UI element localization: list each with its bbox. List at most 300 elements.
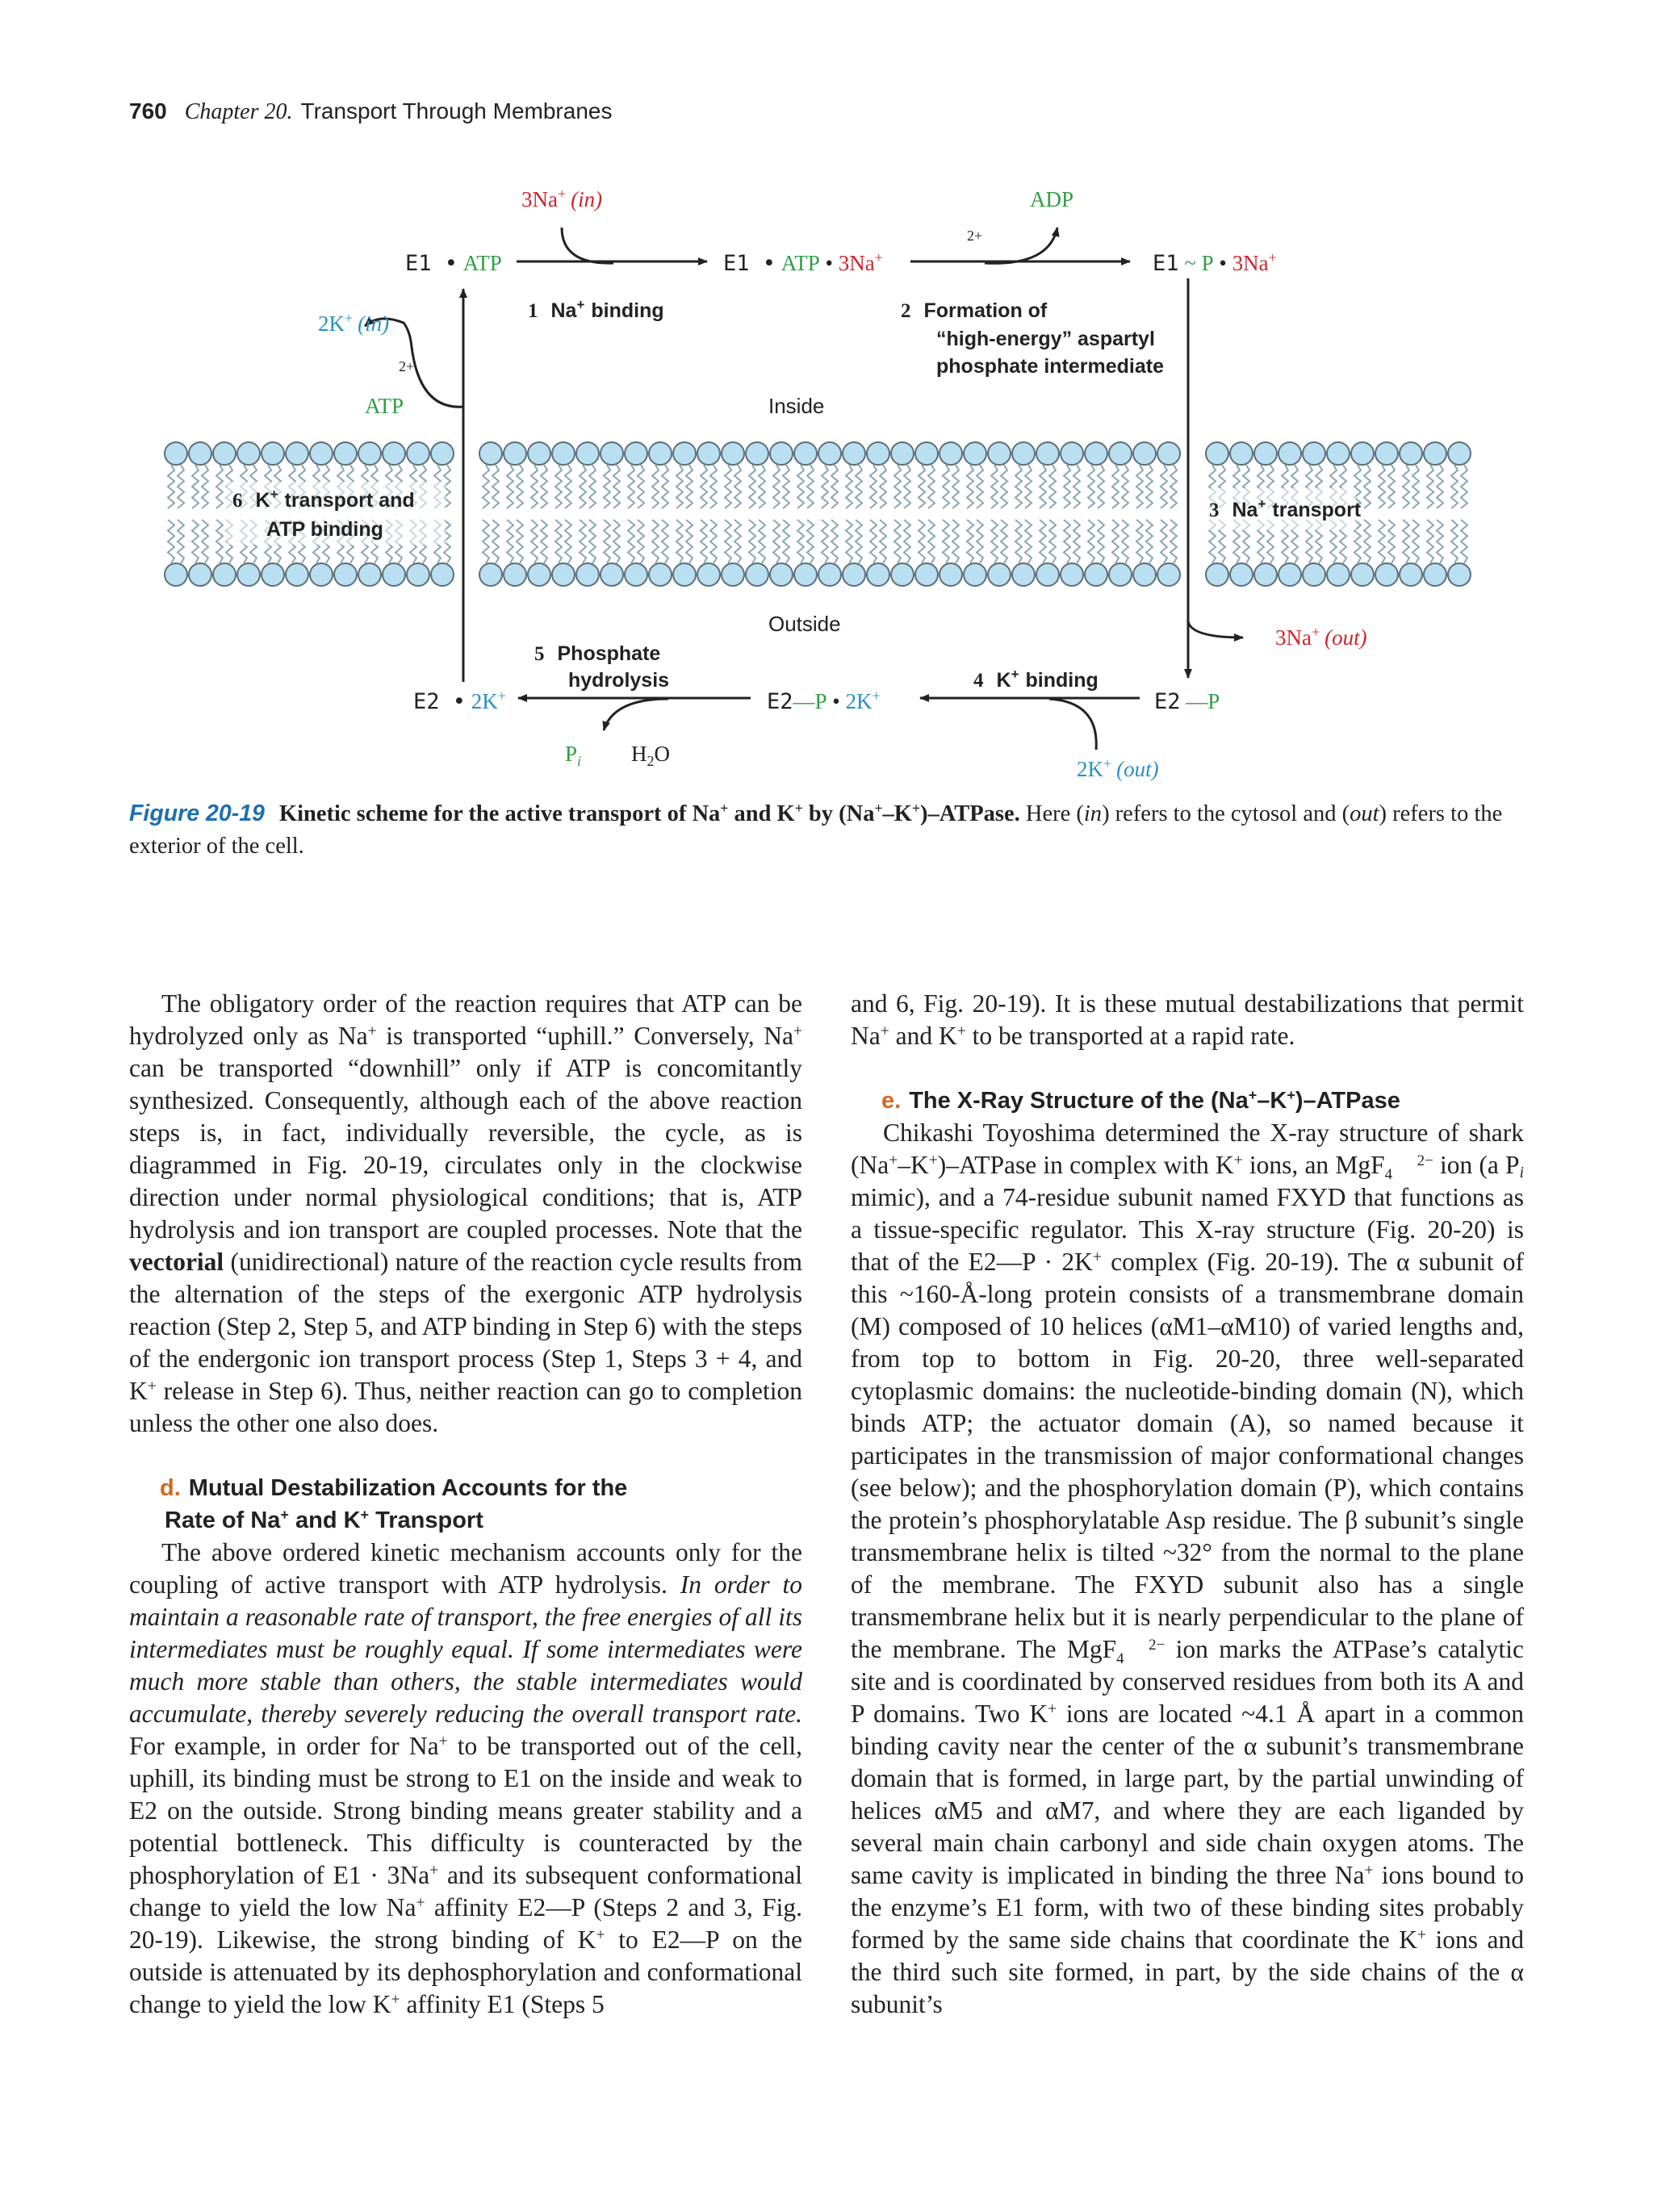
lipid-head	[358, 563, 381, 586]
lipid-tail	[1161, 465, 1167, 508]
lipid-head	[479, 442, 502, 465]
lipid-head	[1061, 442, 1083, 465]
h2o-label: $H_2O$	[631, 742, 670, 769]
lipid-tail	[1098, 465, 1104, 508]
outside-label: Outside	[768, 612, 841, 636]
lipid-head	[1327, 563, 1350, 586]
step-6-label: 6 K+ transport and	[232, 487, 415, 512]
lipid-tail	[1146, 465, 1153, 508]
lipid-tail	[483, 520, 489, 563]
lipid-tail	[613, 465, 620, 508]
lipid-tail	[856, 520, 862, 563]
lipid-head	[1278, 563, 1301, 586]
lipid-tail	[589, 520, 596, 563]
lipid-tail	[1049, 520, 1056, 563]
lipid-tail	[967, 465, 973, 508]
lipid-head	[1327, 442, 1350, 465]
lipid-tail	[928, 465, 935, 508]
k-out-label: 2K+ (out)	[1077, 755, 1159, 781]
lipid-tail	[676, 520, 683, 563]
lipid-head	[1424, 442, 1446, 465]
lipid-tail	[1412, 520, 1419, 563]
lipid-head	[1303, 442, 1325, 465]
lipid-tail	[1136, 520, 1143, 563]
paragraph: The obligatory order of the reaction requires that ATP can be hydrolyzed only as Na+ is transported “uphill.” Conversely, Na+ can be transported “downhill” only if ATP is concomitantly synthesized. Consequently, although each of the above reaction steps is, in fact, individually reversible, the cycle, as is diagrammed in Fig. 20-19, circulates only in the clockwise direction under normal physiological conditions; that is, ATP hydrolysis and ion transport are coupled processes. Note that the vectorial (unidirectional) nature of the reaction cycle results from the alternation of the steps of the exergonic ATP hydrolysis reaction (Step 2, Step 5, and ATP binding in Step 6) with the steps of the endergonic ion transport process (Step 1, Steps 3 + 4, and K+ release in Step 6). Thus, neither reaction can go to completion unless the other one also does.	[129, 989, 802, 1437]
svg-text:ATP binding: ATP binding	[266, 518, 383, 541]
lipid-head	[383, 563, 405, 586]
lipid-head	[1400, 563, 1422, 586]
lipid-head	[334, 442, 357, 465]
lipid-tail	[1388, 520, 1395, 563]
k-in-label: 2K+ (in)	[318, 310, 390, 336]
lipid-head	[818, 442, 841, 465]
lipid-tail	[967, 520, 973, 563]
lipid-tail	[952, 520, 959, 563]
lipid-head	[237, 442, 260, 465]
lipid-head	[213, 563, 236, 586]
lipid-tail	[1040, 520, 1046, 563]
lipid-tail	[628, 465, 634, 508]
lipid-tail	[1437, 520, 1443, 563]
svg-text:“high-energy” aspartyl: “high-energy” aspartyl	[936, 328, 1155, 350]
lipid-tail	[1403, 465, 1409, 508]
lipid-tail	[555, 520, 562, 563]
state-e2-p-k: E2	[767, 689, 793, 714]
na-out-label: 3Na+ (out)	[1275, 624, 1367, 650]
svg-text:phosphate intermediate: phosphate intermediate	[936, 355, 1164, 378]
step-2-label: 2 Formation of	[901, 299, 1048, 322]
lipid-tail	[1073, 465, 1080, 508]
lipid-head	[964, 563, 986, 586]
lipid-head	[1448, 442, 1471, 465]
lipid-head	[504, 442, 526, 465]
lipid-head	[334, 563, 357, 586]
lipid-tail	[652, 520, 659, 563]
svg-text:E2 • 2K+: E2 • 2K+	[413, 688, 506, 714]
lipid-head	[697, 563, 720, 586]
figure-caption: Figure 20-19 Kinetic scheme for the active transport of Na+ and K+ by (Na+–K+)–ATPase. Here (in) refers to the cytosol and (out) refers to the exterior of the cell.	[129, 800, 1503, 859]
lipid-head	[964, 442, 986, 465]
lipid-head	[1400, 442, 1422, 465]
lipid-tail	[1088, 520, 1094, 563]
lipid-head	[746, 442, 768, 465]
lipid-tail	[638, 465, 644, 508]
lipid-head	[1109, 563, 1132, 586]
lipid-tail	[1025, 465, 1032, 508]
lipid-head	[1230, 563, 1253, 586]
lipid-head	[1375, 442, 1398, 465]
lipid-tail	[192, 520, 199, 563]
lipid-head	[1061, 563, 1083, 586]
lipid-tail	[1136, 465, 1143, 508]
lipid-head	[625, 442, 647, 465]
lipid-tail	[507, 465, 513, 508]
lipid-tail	[492, 520, 499, 563]
lipid-tail	[734, 520, 741, 563]
lipid-head	[431, 442, 454, 465]
lipid-head	[770, 563, 793, 586]
lipid-tail	[580, 520, 586, 563]
lipid-tail	[797, 465, 804, 508]
lipid-head	[1303, 563, 1325, 586]
lipid-tail	[856, 465, 862, 508]
lipid-tail	[943, 520, 949, 563]
lipid-tail	[580, 465, 586, 508]
lipid-head	[867, 563, 889, 586]
lipid-tail	[1146, 520, 1153, 563]
lipid-tail	[1015, 520, 1022, 563]
lipid-tail	[492, 465, 499, 508]
lipid-tail	[216, 465, 223, 508]
lipid-tail	[1122, 520, 1128, 563]
body-column-left	[129, 988, 802, 2021]
lipid-tail	[773, 520, 780, 563]
lipid-tail	[1040, 465, 1046, 508]
lipid-head	[625, 563, 647, 586]
lipid-tail	[991, 520, 998, 563]
lipid-head	[1254, 442, 1277, 465]
lipid-head	[1012, 442, 1035, 465]
lipid-tail	[192, 465, 199, 508]
cycle-arrows	[365, 228, 1243, 750]
lipid-head	[843, 442, 865, 465]
arrow-na-out	[1188, 621, 1243, 638]
lipid-tail	[894, 520, 901, 563]
lipid-tail	[1379, 520, 1385, 563]
paragraph: Chikashi Toyoshima determined the X-ray structure of shark (Na+–K+)–ATPase in complex with K+ ions, an MgF 2− 4 ion (a $P_i$ mimic), and a 74-residue subunit named FXYD that functions as a tissue-specific regulator. This X-ray structure (Fig. 20-20) is that of the E2—P · 2K+ complex (Fig. 20-19). The α subunit of this ~160-Å-long protein consists of a transmembrane domain (M) composed of 10 helices (αM1–αM10) of varied lengths and, from top to bottom in Fig. 20-20, three well-separated cytoplasmic domains: the nucleotide-binding domain (N), which binds ATP; the actuator domain (A), so named because it participates in the transmission of major conformational changes (see below); and the phosphorylation domain (P), which contains the protein’s phosphorylatable Asp residue. The β subunit’s single transmembrane helix is tilted ~32° from the normal to the plane of the membrane. The FXYD subunit also has a single transmembrane helix but it is nearly perpendicular to the plane of the membrane. The MgF 2− 4 ion marks the ATPase’s catalytic site and is coordinated by conserved residues from both its A and P domains. Two K+ ions are located ~4.1 Å apart in a common binding cavity near the center of the α subunit’s transmembrane domain that is formed, in large part, by the partial unwinding of helices αM5 and αM7, and where they are each liganded by several main chain carbonyl and side chain oxygen atoms. The same cavity is implicated in binding the three Na+ ions bound to the enzyme’s E1 form, with two of these binding sites probably formed by the same side chains that coordinate the K+ ions and the third such site formed, in part, by the side chains of the α subunit’s	[851, 1119, 1524, 2018]
lipid-head	[165, 563, 187, 586]
lipid-tail	[1112, 520, 1119, 563]
lipid-head	[1036, 442, 1059, 465]
lipid-head	[310, 563, 333, 586]
lipid-head	[697, 442, 720, 465]
lipid-head	[1351, 442, 1374, 465]
lipid-tail	[710, 465, 717, 508]
lipid-head	[1012, 563, 1035, 586]
lipid-tail	[1064, 520, 1070, 563]
state-e1-atp: E1 •	[405, 251, 458, 276]
lipid-tail	[1122, 465, 1128, 508]
lipid-tail	[701, 520, 707, 563]
lipid-head	[746, 563, 768, 586]
lipid-head	[1206, 442, 1228, 465]
lipid-head	[358, 442, 381, 465]
na-in-label: 3Na+ (in)	[521, 186, 603, 211]
page-number: 760	[129, 98, 167, 123]
lipid-tail	[202, 465, 208, 508]
lipid-head	[867, 442, 889, 465]
lipid-tail	[749, 465, 755, 508]
lipid-tail	[1461, 520, 1467, 563]
lipid-head	[504, 563, 526, 586]
lipid-tail	[822, 465, 828, 508]
lipid-tail	[880, 520, 886, 563]
lipid-tail	[613, 520, 620, 563]
lipid-head	[576, 563, 599, 586]
lipid-head	[552, 563, 575, 586]
lipid-tail	[1064, 465, 1070, 508]
lipid-tail	[880, 465, 886, 508]
lipid-tail	[604, 465, 610, 508]
lipid-head	[818, 563, 841, 586]
lipid-head	[649, 442, 672, 465]
lipid-head	[286, 442, 308, 465]
lipid-head	[722, 442, 744, 465]
lipid-tail	[977, 465, 983, 508]
paragraph: The above ordered kinetic mechanism accounts only for the coupling of active transport with ATP hydrolysis. In order to maintain a reasonable rate of transport, the free energies of all its intermediates must be roughly equal. If some intermediates were much more stable than others, the stable intermediates would accumulate, thereby severely reducing the overall transport rate. For example, in order for Na+ to be transported out of the cell, uphill, its binding must be strong to E1 on the inside and weak to E2 on the outside. Strong binding means greater stability and a potential bottleneck. This difficulty is counteracted by the phosphorylation of E1 · 3Na+ and its subsequent conformational change to yield the low Na+ affinity E2—P (Steps 2 and 3, Fig. 20-19). Likewise, the strong binding of K+ to E2—P on the outside is attenuated by its dephosphorylation and conformational change to yield the low K+ affinity E1 (Steps 5	[129, 1538, 803, 2018]
lipid-head	[1109, 442, 1132, 465]
body-column-right	[851, 988, 1524, 2021]
lipid-tail	[797, 520, 804, 563]
lipid-head	[286, 563, 308, 586]
lipid-tail	[773, 465, 780, 508]
lipid-head	[1351, 563, 1374, 586]
lipid-tail	[216, 520, 223, 563]
arrow-adp	[985, 228, 1057, 263]
lipid-tail	[1388, 465, 1395, 508]
lipid-tail	[807, 465, 814, 508]
lipid-head	[1133, 442, 1156, 465]
lipid-head	[939, 563, 962, 586]
svg-text:hydrolysis: hydrolysis	[568, 669, 670, 692]
lipid-tail	[1073, 520, 1080, 563]
lipid-tail	[168, 520, 174, 563]
lipid-head	[770, 442, 793, 465]
lipid-head	[891, 563, 914, 586]
lipid-tail	[870, 465, 877, 508]
lipid-tail	[1412, 465, 1419, 508]
state-e2-p: E2	[1154, 689, 1181, 714]
state-e1-atp-na: E1 •	[723, 251, 776, 276]
step-3-label: 3 Na+ transport	[1209, 496, 1362, 521]
lipid-head	[1157, 563, 1180, 586]
lipid-head	[213, 442, 236, 465]
lipid-tail	[904, 520, 910, 563]
lipid-tail	[919, 520, 925, 563]
lipid-head	[262, 563, 284, 586]
lipid-head	[383, 442, 405, 465]
arrow-na-in	[562, 228, 613, 263]
section-heading-e: e. The X-Ray Structure of the (Na+–K+)–ATPase	[881, 1087, 1400, 1114]
lipid-head	[915, 563, 938, 586]
lipid-head	[407, 442, 429, 465]
lipid-tail	[928, 520, 935, 563]
lipid-tail	[1427, 520, 1433, 563]
lipid-tail	[1403, 520, 1409, 563]
lipid-tail	[725, 465, 731, 508]
lipid-head	[649, 563, 672, 586]
lipid-tail	[870, 520, 877, 563]
lipid-tail	[604, 520, 610, 563]
lipid-tail	[783, 465, 789, 508]
figure-title: Kinetic scheme for the active transport of Na+ and K+ by (Na+–K+)–ATPase.	[278, 800, 1020, 826]
step-4-label: 4 K+ binding	[973, 667, 1099, 692]
lipid-tail	[517, 520, 523, 563]
lipid-tail	[1161, 520, 1167, 563]
lipid-tail	[991, 465, 998, 508]
lipid-tail	[1025, 520, 1032, 563]
inside-label: Inside	[768, 394, 825, 418]
figure-label: Figure 20-19	[129, 801, 265, 826]
arrow-k-out	[1049, 699, 1096, 750]
lipid-tail	[1170, 465, 1177, 508]
lipid-head	[552, 442, 575, 465]
lipid-head	[1085, 442, 1107, 465]
lipid-tail	[1364, 520, 1371, 563]
lipid-head	[576, 442, 599, 465]
lipid-tail	[676, 465, 683, 508]
lipid-tail	[541, 465, 547, 508]
step-5-label: 5 Phosphate	[534, 642, 661, 665]
lipid-head	[843, 563, 865, 586]
lipid-tail	[662, 465, 668, 508]
lipid-tail	[846, 465, 852, 508]
lipid-head	[915, 442, 938, 465]
lipid-head	[673, 442, 696, 465]
chapter-label: Chapter 20.	[184, 99, 293, 124]
lipid-tail	[1098, 520, 1104, 563]
lipid-tail	[725, 520, 731, 563]
mg-label-left: 2+	[399, 358, 415, 374]
lipid-tail	[1001, 520, 1007, 563]
mg-label-top: 2+	[967, 228, 983, 244]
svg-text:E2—P • 2K+: E2—P • 2K+	[767, 688, 881, 714]
lipid-head	[237, 563, 260, 586]
lipid-tail	[638, 520, 644, 563]
lipid-tail	[662, 520, 668, 563]
lipid-head	[891, 442, 914, 465]
lipid-tail	[541, 520, 547, 563]
lipid-head	[528, 563, 550, 586]
lipid-head	[988, 442, 1011, 465]
lipid-head	[673, 563, 696, 586]
lipid-tail	[555, 465, 562, 508]
lipid-tail	[904, 465, 910, 508]
pi-label: $P_i$	[565, 742, 582, 769]
state-e1-p-na: E1	[1153, 251, 1179, 276]
lipid-tail	[531, 465, 538, 508]
paragraph: and 6, Fig. 20-19). It is these mutual destabilizations that permit Na+ and K+ to be transported at a rapid rate.	[851, 989, 1524, 1050]
lipid-tail	[710, 520, 717, 563]
lipid-head	[1375, 563, 1398, 586]
lipid-tail	[919, 465, 925, 508]
lipid-tail	[652, 465, 659, 508]
lipid-head	[722, 563, 744, 586]
lipid-tail	[168, 465, 174, 508]
lipid-tail	[734, 465, 741, 508]
lipid-head	[1133, 563, 1156, 586]
lipid-head	[1230, 442, 1253, 465]
lipid-head	[988, 563, 1011, 586]
kinetic-scheme-figure	[0, 0, 1653, 799]
lipid-head	[1085, 563, 1107, 586]
lipid-head	[189, 442, 211, 465]
lipid-tail	[1427, 465, 1433, 508]
lipid-tail	[749, 520, 755, 563]
chapter-title: Transport Through Membranes	[300, 98, 613, 123]
lipid-tail	[1451, 465, 1458, 508]
lipid-tail	[783, 520, 789, 563]
lipid-tail	[831, 465, 838, 508]
svg-text:E1 • ATP • 3: E1 • ATP • 3Na+	[723, 249, 883, 276]
lipid-tail	[178, 520, 184, 563]
lipid-tail	[1364, 465, 1371, 508]
lipid-head	[431, 563, 454, 586]
lipid-tail	[1001, 465, 1007, 508]
lipid-tail	[807, 520, 814, 563]
svg-text:E1 • ATP: E1 • ATP	[405, 251, 502, 276]
lipid-tail	[846, 520, 852, 563]
svg-text:E2 —P: E2 —P	[1154, 689, 1220, 714]
section-heading-d: d. Mutual Destabilization Accounts for the Rate of Na+ and K+ Transport	[160, 1475, 628, 1533]
lipid-tail	[589, 465, 596, 508]
lipid-tail	[822, 520, 828, 563]
lipid-head	[1036, 563, 1059, 586]
lipid-head	[1254, 563, 1277, 586]
lipid-head	[1448, 563, 1471, 586]
lipid-tail	[178, 465, 184, 508]
lipid-tail	[831, 520, 838, 563]
lipid-tail	[1170, 520, 1177, 563]
lipid-tail	[1015, 465, 1022, 508]
svg-text:E1 ~ P •: E1 ~ P • 3Na+	[1153, 249, 1277, 276]
lipid-tail	[565, 520, 571, 563]
lipid-head	[601, 563, 623, 586]
lipid-head	[794, 563, 817, 586]
lipid-tail	[701, 465, 707, 508]
lipid-tail	[531, 520, 538, 563]
lipid-tail	[1049, 465, 1056, 508]
lipid-tail	[759, 465, 765, 508]
lipid-head	[407, 563, 429, 586]
lipid-tail	[759, 520, 765, 563]
lipid-tail	[943, 465, 949, 508]
lipid-tail	[1088, 465, 1094, 508]
lipid-tail	[565, 465, 571, 508]
lipid-head	[601, 442, 623, 465]
lipid-tail	[1451, 520, 1458, 563]
lipid-head	[310, 442, 333, 465]
lipid-head	[262, 442, 284, 465]
step-1-label: 1 Na+ binding	[528, 297, 664, 322]
lipid-tail	[952, 465, 959, 508]
lipid-tail	[517, 465, 523, 508]
lipid-tail	[483, 465, 489, 508]
lipid-head	[1424, 563, 1446, 586]
adp-label: ADP	[1030, 187, 1074, 211]
lipid-head	[528, 442, 550, 465]
lipid-head	[1278, 442, 1301, 465]
lipid-tail	[1379, 465, 1385, 508]
lipid-tail	[507, 520, 513, 563]
lipid-tail	[686, 465, 693, 508]
atp-in-label: ATP	[365, 394, 404, 418]
lipid-head	[1206, 563, 1228, 586]
lipid-tail	[686, 520, 693, 563]
lipid-tail	[1112, 465, 1119, 508]
lipid-tail	[977, 520, 983, 563]
lipid-head	[165, 442, 187, 465]
lipid-tail	[1461, 465, 1467, 508]
lipid-tail	[202, 520, 208, 563]
lipid-head	[479, 563, 502, 586]
lipid-head	[189, 563, 211, 586]
lipid-head	[939, 442, 962, 465]
arrow-pi	[604, 699, 668, 730]
lipid-tail	[1437, 465, 1443, 508]
lipid-tail	[628, 520, 634, 563]
lipid-tail	[894, 465, 901, 508]
